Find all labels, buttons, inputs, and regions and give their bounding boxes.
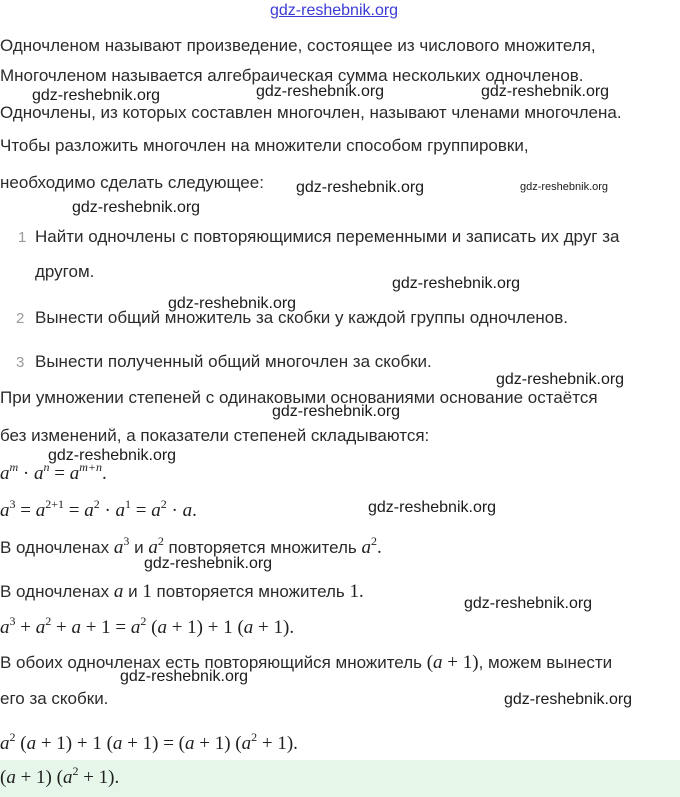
watermark: gdz-reshebnik.org — [168, 295, 297, 312]
watermark: gdz-reshebnik.org — [48, 447, 177, 464]
watermark: gdz-reshebnik.org — [296, 179, 425, 196]
intro-line-2: необходимо сделать следующее: — [0, 173, 264, 192]
step-text-continued: другом. — [35, 262, 95, 281]
note-repeat-a-squared: В одночленах $a^3$ и $a^2$ повторяется множитель $a^2$. — [0, 534, 382, 558]
note-common-factor-continued: его за скобки. — [0, 689, 109, 708]
definition-members: Одночлены, из которых составлен многочлен, называют членами многочлена. — [0, 103, 622, 122]
formula-grouping: $a^3 + a^2 + a + 1 = a^2$ (a + 1) + 1 (a + 1). — [0, 614, 295, 638]
watermark: gdz-reshebnik.org — [32, 87, 161, 104]
step-number: 1 — [18, 229, 27, 246]
formula-power-rule: $a^m \cdot a^n = a^{m+n}$. — [0, 460, 107, 484]
intro-line-1: Чтобы разложить многочлен на множители способом группировки, — [0, 136, 529, 155]
watermark: gdz-reshebnik.org — [272, 403, 401, 420]
watermark: gdz-reshebnik.org — [504, 691, 633, 708]
watermark: gdz-reshebnik.org — [144, 555, 273, 572]
definition-monomial: Одночленом называют произведение, состоящее из числового множителя, — [0, 36, 596, 55]
watermark: gdz-reshebnik.org — [72, 199, 201, 216]
watermark: gdz-reshebnik.org — [120, 668, 249, 685]
rule-line-2: без изменений, а показатели степеней складываются: — [0, 426, 430, 445]
step-number: 2 — [16, 310, 25, 327]
watermark-link[interactable]: gdz-reshebnik.org — [270, 2, 399, 19]
watermark: gdz-reshebnik.org — [368, 499, 497, 516]
answer-formula: (a + 1) $(a^2 + 1)$. — [0, 764, 120, 788]
definition-polynomial: Многочленом называется алгебраическая сумма нескольких одночленов. — [0, 66, 584, 85]
formula-a-cubed: $a^3 = a^{2+1} = a^2 \cdot a^1 = a^2 \cdot a$. — [0, 497, 197, 521]
watermark: gdz-reshebnik.org — [496, 371, 625, 388]
step-text: Найти одночлены с повторяющимися переменными и записать их друг за — [35, 227, 620, 246]
watermark: gdz-reshebnik.org — [256, 83, 385, 100]
formula-factor-out: $a^2$ (a + 1) + 1 (a + 1) = (a + 1) $(a^2 + 1)$. — [0, 730, 298, 754]
watermark: gdz-reshebnik.org — [392, 275, 521, 292]
note-common-factor: В обоих одночленах есть повторяющийся множитель (a + 1), можем вынести — [0, 652, 613, 673]
step-text: Вынести полученный общий многочлен за скобки. — [35, 352, 432, 371]
watermark: gdz-reshebnik.org — [464, 595, 593, 612]
rule-line-1: При умножении степеней с одинаковыми основаниями основание остаётся — [0, 388, 598, 407]
step-text: Вынести общий множитель за скобки у каждой группы одночленов. — [35, 308, 569, 327]
step-number: 3 — [16, 354, 25, 371]
watermark: gdz-reshebnik.org — [481, 83, 610, 100]
note-repeat-one: В одночленах a и 1 повторяется множитель 1. — [0, 581, 364, 602]
watermark: gdz-reshebnik.org — [520, 181, 609, 193]
